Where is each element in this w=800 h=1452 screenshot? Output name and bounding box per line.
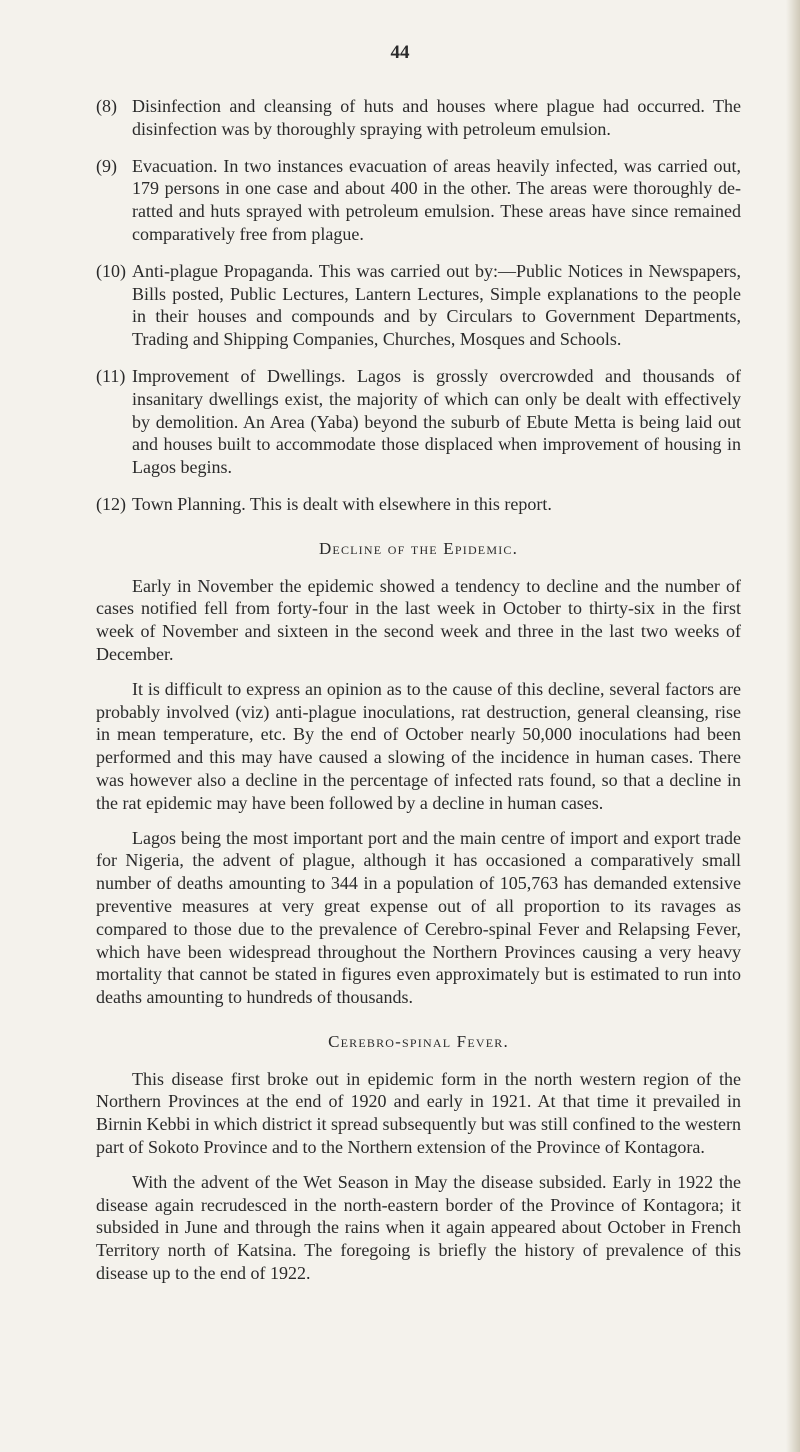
item-text: Improvement of Dwellings. Lagos is grossly overcrowded and thousands of insanitary dwellings exist, the majority of which can only be dealt with effectively by demolition. An Area (Yaba) beyond the suburb of Ebute Metta is being laid out and houses built to accommodate those displaced when improvement of housing in Lagos begins.	[132, 365, 741, 478]
list-item	[96, 493, 741, 516]
page-edge-shadow	[786, 0, 800, 1452]
list-item	[96, 260, 741, 351]
item-number: (12)	[96, 493, 126, 514]
paragraph: It is difficult to express an opinion as to the cause of this decline, several factors are probably involved (viz) anti-plague inoculations, rat destruction, general cleansing, rise in mean temperature, etc. By the end of October nearly 50,000 inoculations had been performed and this may have caused a slowing of the incidence in human cases. There was however also a decline in the percentage of infected rats found, so that a decline in the rat epidemic may have been followed by a decline in human cases.	[96, 678, 741, 813]
list-item	[96, 365, 741, 479]
section-heading-text: Decline of the Epidemic.	[318, 538, 519, 558]
list-item	[96, 155, 741, 246]
paragraph: This disease first broke out in epidemic form in the north western region of the Northern Provinces at the end of 1920 and early in 1921. At that time it prevailed in Birnin Kebbi in which district it spread subsequently but was still confined to the western part of Sokoto Province and to the Northern extension of the Province of Kontagora.	[96, 1068, 741, 1158]
item-text: Evacuation. In two instances evacuation of areas heavily infected, was carried out, 179 persons in one case and about 400 in the other. The areas were thoroughly de-ratted and huts sprayed with petroleum emulsion. These areas have since remained comparatively free from plague.	[132, 155, 741, 244]
paragraph: Early in November the epidemic showed a tendency to decline and the number of cases notified fell from forty-four in the last week in October to thirty-six in the first week of November and sixteen in the second week and three in the last two weeks of December.	[96, 575, 741, 664]
paragraph: With the advent of the Wet Season in May the disease subsided. Early in 1922 the disease again recrudesced in the north-eastern border of the Province of Kontagora; it subsided in June and through the rains when it again appeared about October in French Territory north of Katsina. The foregoing is briefly the history of prevalence of this disease up to the end of 1922.	[96, 1171, 741, 1284]
item-text: Anti-plague Propaganda. This was carried out by:—Public Notices in Newspapers, Bills posted, Public Lectures, Lantern Lectures, Simple explanations to the people in their houses and compounds and by Circulars to Government Departments, Trading and Shipping Companies, Churches, Mosques and Schools.	[132, 260, 741, 350]
paragraph: Lagos being the most important port and the main centre of import and export trade for Nigeria, the advent of plague, although it has occasioned a comparatively small number of deaths amounting to 344 in a population of 105,763 has demanded extensive preventive measures at very great expense out of all proportion to its ravages as compared to those due to the prevalence of Cerebro-spinal Fever and Relapsing Fever, which have been widespread throughout the Northern Provinces causing a very heavy mortality that cannot be stated in figures even approximately but is estimated to run into deaths amounting to hundreds of thousands.	[96, 827, 741, 1008]
item-text: Disinfection and cleansing of huts and houses where plague had occurred. The disinfection was by thoroughly spraying with petroleum emulsion.	[132, 96, 741, 139]
item-number: (10)	[96, 260, 126, 281]
section-heading-decline	[96, 538, 741, 561]
item-number: (9)	[96, 155, 117, 176]
list-item	[96, 95, 741, 141]
item-text: Town Planning. This is dealt with elsewhere in this report.	[132, 493, 552, 514]
page-number: 44	[390, 42, 410, 63]
section-heading-cerebro-spinal	[96, 1031, 741, 1054]
section-heading-text: Cerebro-spinal Fever.	[328, 1031, 509, 1051]
item-number: (8)	[96, 96, 117, 116]
page-body	[96, 95, 741, 1297]
item-number: (11)	[96, 365, 126, 386]
